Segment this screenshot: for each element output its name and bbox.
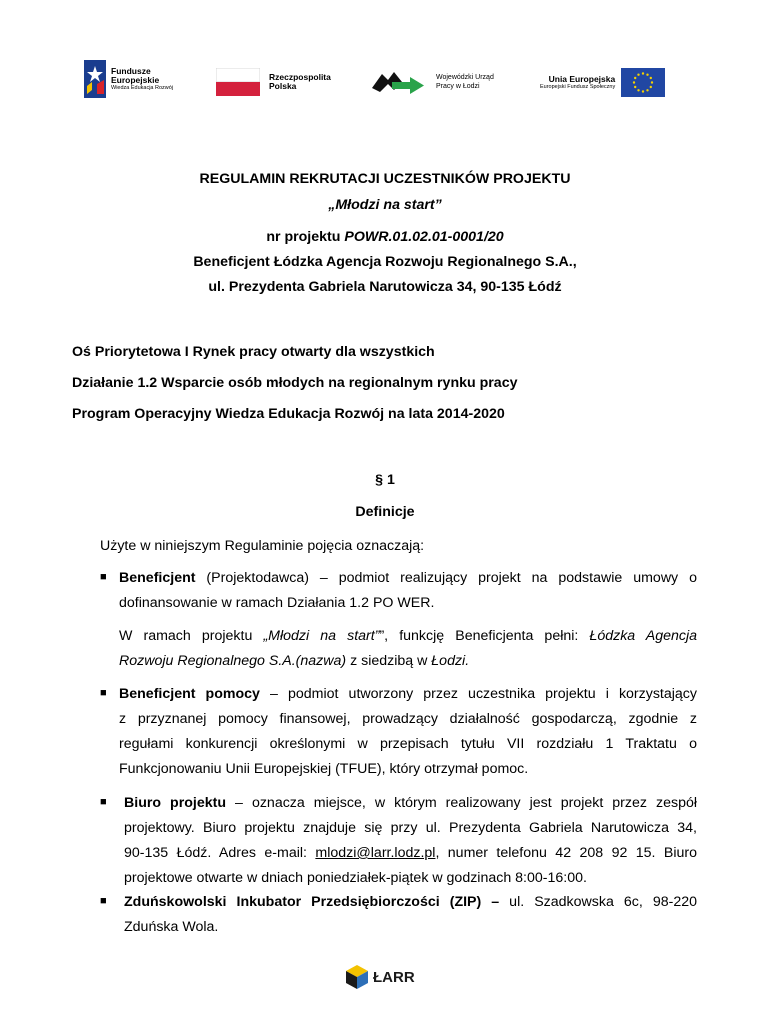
def-zip-term: Zduńskowolski Inkubator Przedsiębiorczości (ZIP) – [124,894,500,910]
rp-line1: Rzeczpospolita [269,72,331,82]
wup-line2: Pracy w Łodzi [436,83,480,90]
def-biuro-line4: projektowe otwarte w dniach poniedziałek-piątek w godzinach 8:00-16:00. [124,870,587,886]
project-number-prefix: nr projektu [266,229,345,245]
def-beneficjent-p2-b: „Młodzi na start” [263,628,380,644]
fe-stars-icon [84,60,106,98]
def-beneficjent-pomocy-line3: regułami konkurencji określonymi w przepisach tytułu VII rozdziału 1 Traktatu o [119,736,697,752]
section-number: § 1 [375,472,395,488]
project-number [0,228,770,246]
def-beneficjent-line1 [119,569,697,587]
def-beneficjent-p2-e: Rozwoju Regionalnego S.A.(nazwa) [119,653,347,669]
def-beneficjent-p2-d: Łódzka Agencja [589,628,698,644]
def-biuro-term: Biuro projektu [124,795,227,811]
def-biuro-l3-b: , numer telefonu 42 208 92 15. Biuro [435,845,698,861]
def-zip-text1: ul. Szadkowska 6c, 98-220 [499,894,697,910]
ue-line2: Europejski Fundusz Społeczny [540,83,616,90]
def-biuro-line3 [124,844,697,862]
def-beneficjent-p2-f: z siedzibą w [346,653,432,669]
polish-flag-icon [216,68,260,96]
larr-text: ŁARR [373,968,415,986]
wup-line1: Wojewódzki Urząd [436,74,494,81]
def-biuro-l3-a: 90-135 Łódź. Adres e-mail: [124,845,316,861]
address-line: ul. Prezydenta Gabriela Narutowicza 34, 90-135 Łódź [208,279,562,295]
def-beneficjent-para2-line2 [119,652,469,670]
def-beneficjent-pomocy-term: Beneficjent pomocy [119,686,260,702]
fe-line2: Europejskie [111,74,160,85]
ue-line1: Unia Europejska [548,73,616,84]
rzeczpospolita-polska-logo [216,68,331,96]
def-beneficjent-p2-a: W ramach projektu [119,628,264,644]
project-name: „Młodzi na start” [328,197,442,213]
bullet-icon: ■ [100,571,107,583]
document-title: REGULAMIN REKRUTACJI UCZESTNIKÓW PROJEKTU [199,171,571,187]
email-link[interactable]: mlodzi@larr.lodz.pl [315,845,436,861]
fe-line1: Fundusze [111,65,151,76]
eu-flag-icon [621,68,665,97]
bullet-icon: ■ [100,687,107,699]
project-number-value: POWR.01.02.01-0001/20 [344,229,504,245]
def-zip-line2: Zduńska Wola. [124,919,219,935]
def-beneficjent-line2: dofinansowanie w ramach Działania 1.2 PO WER. [119,595,435,611]
def-beneficjent-pomocy-line4: Funkcjonowaniu Unii Europejskiej (TFUE), który otrzymał pomoc. [119,761,529,777]
program-line: Program Operacyjny Wiedza Edukacja Rozwój na lata 2014-2020 [72,406,505,422]
fe-line3: Wiedza Edukacja Rozwój [111,84,174,91]
def-beneficjent-para2-line1 [119,627,697,645]
rp-line2: Polska [269,81,297,91]
def-biuro-line2: projektowy. Biuro projektu znajduje się przy ul. Prezydenta Gabriela Narutowicza 34, [124,820,697,836]
larr-cube-icon [345,964,369,990]
fundusze-europejskie-logo [84,60,173,98]
unia-europejska-logo [540,68,665,97]
def-biuro-text1: – oznacza miejsce, w którym realizowany jest projekt przez zespół [226,795,697,811]
def-zip-line1 [124,893,697,911]
section-intro: Użyte w niniejszym Regulaminie pojęcia oznaczają: [100,538,425,554]
def-beneficjent-term: Beneficjent [119,570,196,586]
priority-axis: Oś Priorytetowa I Rynek pracy otwarty dla wszystkich [72,344,435,360]
bullet-icon: ■ [100,895,107,907]
def-beneficjent-pomocy-text1: – podmiot utworzony przez uczestnika projektu i korzystający [259,686,697,702]
def-beneficjent-p2-g: Łodzi. [431,653,470,669]
logo-strip [0,60,770,106]
def-biuro-line1 [124,794,697,812]
beneficiary-line: Beneficjent Łódzka Agencja Rozwoju Regionalnego S.A., [193,254,577,270]
larr-footer-logo [345,964,415,990]
def-beneficjent-pomocy-line1 [119,685,697,703]
def-beneficjent-text1: (Projektodawca) – podmiot realizujący projekt na podstawie umowy o [195,570,697,586]
def-beneficjent-pomocy-line2: z przyznanej pomocy finansowej, prowadzący działalność gospodarczą, zgodnie z [119,711,697,727]
action-line: Działanie 1.2 Wsparcie osób młodych na regionalnym rynku pracy [72,375,518,391]
wup-arrow-icon [370,68,426,96]
bullet-icon: ■ [100,796,107,808]
def-beneficjent-p2-c: ”, funkcję Beneficjenta pełni: [379,628,590,644]
wup-lodz-logo [370,68,494,96]
section-title: Definicje [355,504,415,520]
